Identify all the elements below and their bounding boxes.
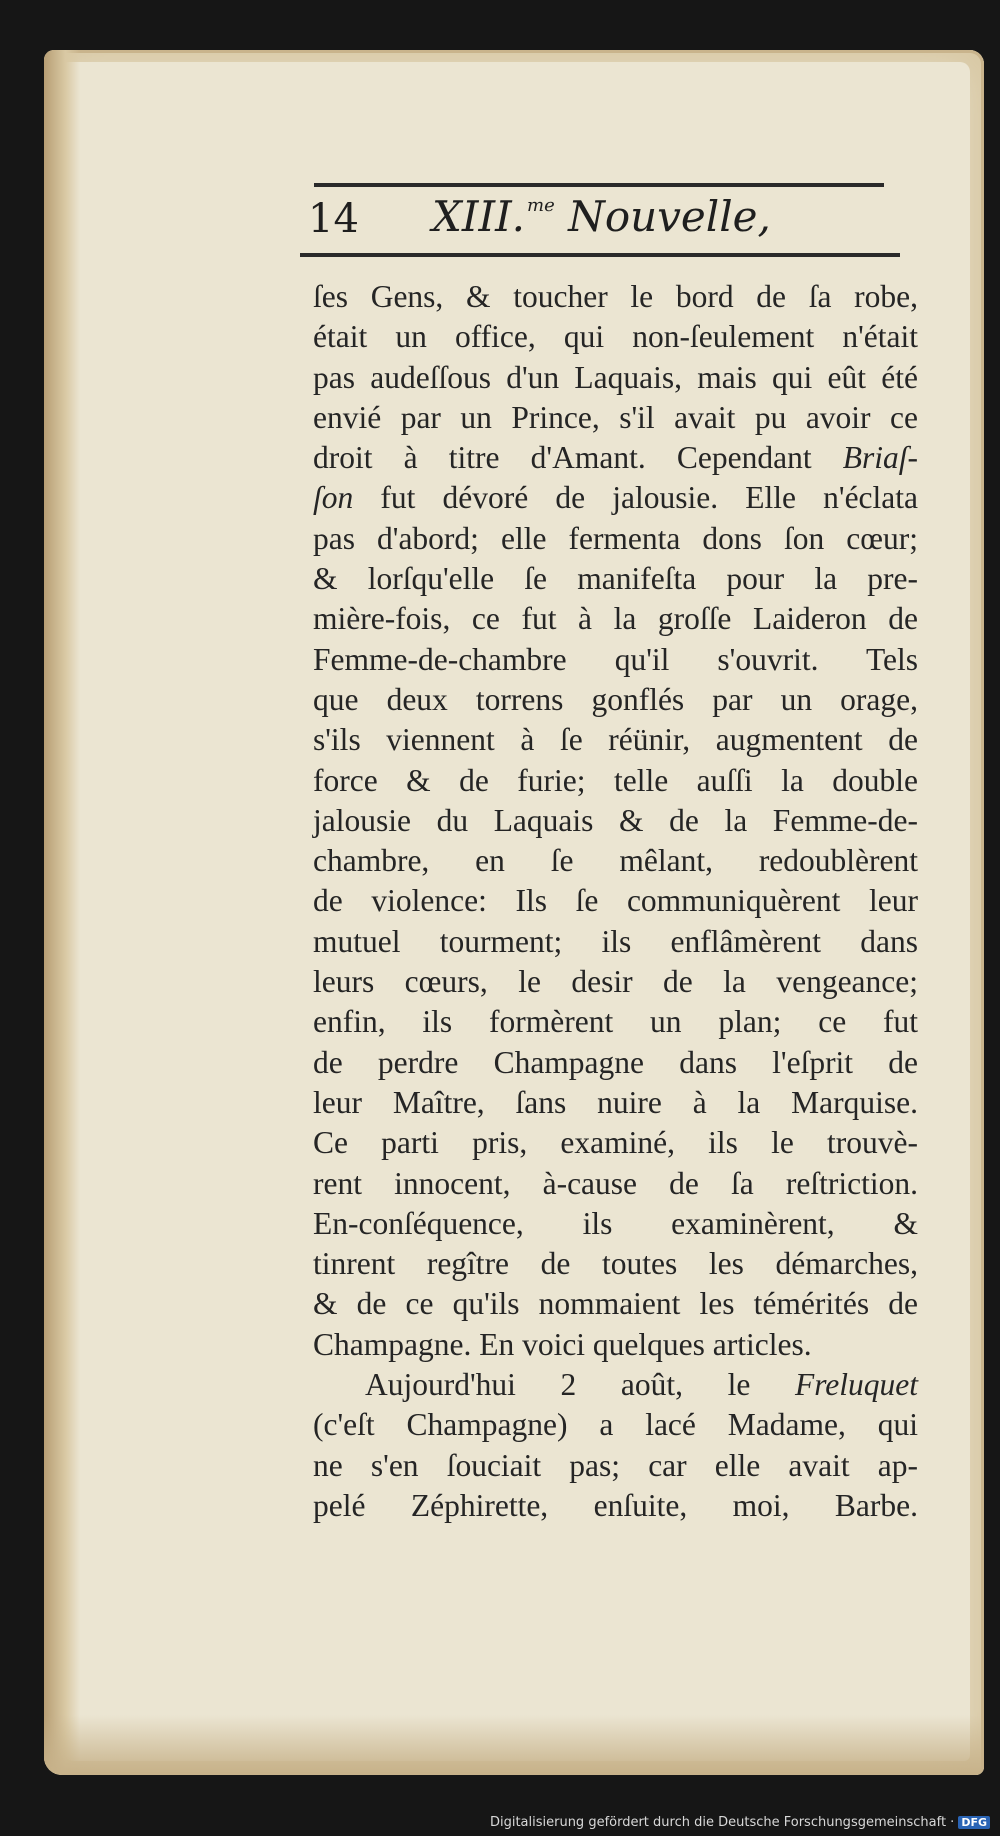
text-line: (c'eſt Champagne) a lacé Madame, qui <box>313 1407 918 1443</box>
text-line: pas d'abord; elle fermenta dons ſon cœur; <box>313 520 918 556</box>
text-line: tinrent regître de toutes les démarches, <box>313 1246 918 1282</box>
name-freluquet: Freluquet <box>794 1367 918 1403</box>
digitization-credit <box>490 1815 990 1830</box>
dfg-logo: DFG <box>958 1816 990 1829</box>
text-line: mutuel tourment; ils enflâmèrent dans <box>313 923 918 959</box>
running-head-rest: Nouvelle, <box>554 192 771 241</box>
text-line: leurs cœurs, le desir de la vengeance; <box>313 964 918 1000</box>
text-line: ſes Gens, & toucher le bord de ſa robe, <box>313 279 918 314</box>
text-line: En-conſéquence, ils examinèrent, & <box>313 1205 918 1241</box>
text-line <box>313 438 918 478</box>
running-head <box>432 192 771 241</box>
name-briasson: Briaſ- <box>842 440 918 476</box>
page-header <box>304 192 904 252</box>
text-line: Champagne. En voici quelques articles. <box>313 1326 812 1362</box>
text-line: pelé Zéphirette, enſuite, moi, Barbe. <box>313 1487 918 1523</box>
page-left-edge <box>44 50 80 1775</box>
text-line: que deux torrens gonflés par un orage, <box>313 681 918 717</box>
header-rule-bottom <box>300 253 900 257</box>
text-line: Femme-de-chambre qu'il s'ouvrit. Tels <box>313 641 918 677</box>
text-line: de perdre Champagne dans l'eſprit de <box>313 1044 918 1080</box>
text-line <box>313 1365 918 1405</box>
text-line: force & de furie; telle auſſi la double <box>313 762 918 798</box>
text-line: enfin, ils formèrent un plan; ce fut <box>313 1004 918 1040</box>
header-rule-top <box>314 183 884 187</box>
text-line: Ce parti pris, examiné, ils le trouvè- <box>313 1125 918 1161</box>
text-line: leur Maître, ſans nuire à la Marquise. <box>313 1084 918 1120</box>
text-line <box>313 478 918 518</box>
page-number: 14 <box>308 196 359 242</box>
text-line: rent innocent, à-cause de ſa reſtriction. <box>313 1165 918 1201</box>
running-head-superscript: me <box>527 195 555 216</box>
body-text <box>313 277 918 1526</box>
text-line: & de ce qu'ils nommaient les témérités de <box>313 1286 918 1322</box>
page-bottom-edge <box>44 1715 984 1775</box>
text-line-part: Aujourd'hui 2 août, le <box>365 1367 751 1403</box>
text-line-part: droit à titre d'Amant. Cependant <box>313 440 812 476</box>
text-line: mière-fois, ce fut à la groſſe Laideron de <box>313 601 918 637</box>
text-line: s'ils viennent à ſe réünir, augmentent de <box>313 722 918 758</box>
credit-text: Digitalisierung gefördert durch die Deutsche Forschungsgemeinschaft · <box>489 1815 955 1830</box>
text-line: était un office, qui non-ſeulement n'était <box>313 319 918 355</box>
text-line: & lorſqu'elle ſe manifeſta pour la pre- <box>313 561 918 597</box>
text-line: chambre, en ſe mêlant, redoublèrent <box>313 843 918 879</box>
text-line: de violence: Ils ſe communiquèrent leur <box>313 883 918 919</box>
text-line: jalousie du Laquais & de la Femme-de- <box>313 802 918 838</box>
text-line: pas audeſſous d'un Laquais, mais qui eût été <box>313 359 918 395</box>
running-head-title: XIII. <box>432 192 526 241</box>
text-line: ne s'en ſouciait pas; car elle avait ap- <box>313 1447 918 1483</box>
name-briasson-cont: ſon <box>313 480 354 516</box>
text-line: envié par un Prince, s'il avait pu avoir ce <box>313 399 918 435</box>
text-line-part: fut dévoré de jalousie. Elle n'éclata <box>353 480 918 516</box>
